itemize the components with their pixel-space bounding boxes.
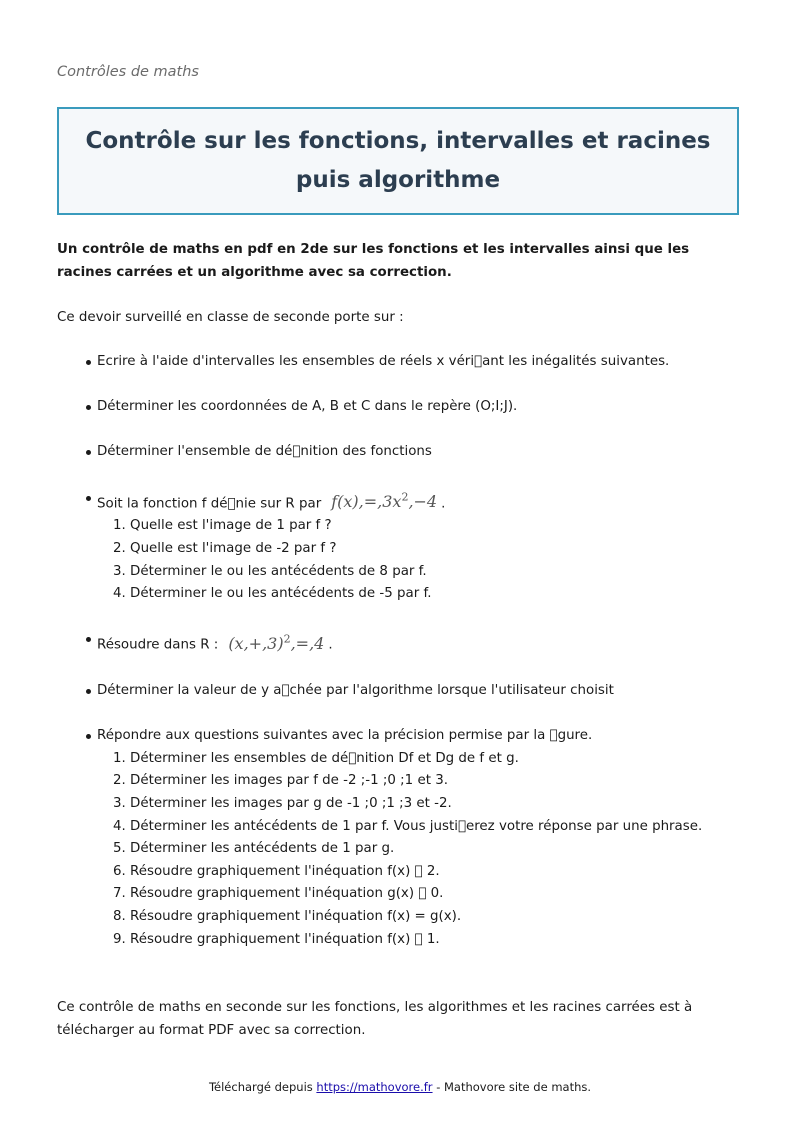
list-item-text: Déterminer la valeur de y a chée par l'algorithme lorsque l'utilisateur choisit — [97, 682, 614, 698]
category-label: Contrôles de maths — [57, 64, 199, 80]
sub-item: 4. Déterminer les antécédents de 1 par f. Vous justi erez votre réponse par une phrase. — [113, 818, 703, 834]
footer-prefix: Téléchargé depuis — [208, 1080, 317, 1094]
sub-item: 2. Déterminer les images par f de -2 ;-1 ;0 ;1 et 3. — [113, 773, 448, 789]
list-item-text: Déterminer les coordonnées de A, B et C dans le repère (O;I;J). — [97, 399, 518, 415]
math-formula-rest: ,−4 — [408, 491, 438, 511]
math-formula — [331, 492, 437, 511]
sub-item: 9. Résoudre graphiquement l'inéquation f(x)   1. — [113, 931, 440, 947]
sub-item: 7. Résoudre graphiquement l'inéquation g(x)   0. — [113, 886, 444, 902]
footer-link[interactable]: https://mathovore.fr — [316, 1080, 433, 1094]
math-exponent: 2 — [283, 632, 291, 646]
formula-period: . — [328, 637, 333, 653]
sub-item: 4. Déterminer le ou les antécédents de -5 par f. — [113, 586, 432, 602]
list-item-text: Soit la fonction f dé nie sur R par — [97, 495, 322, 511]
lead-paragraph: Ce devoir surveillé en classe de seconde porte sur : — [57, 310, 404, 325]
sub-item: 1. Déterminer les ensembles de dé nition Df et Dg de f et g. — [113, 750, 519, 766]
math-exponent: 2 — [401, 490, 409, 504]
outro-paragraph: Ce contrôle de maths en seconde sur les fonctions, les algorithmes et les racines carrées est à télécharger au format PDF avec sa correction. — [57, 1000, 693, 1038]
math-formula-base: f(x),=,3x — [331, 491, 402, 511]
sub-list — [97, 515, 783, 605]
list-item — [97, 487, 783, 606]
list-item — [97, 441, 783, 464]
footer-suffix: - Mathovore site de maths. — [432, 1080, 592, 1094]
footer — [0, 1080, 800, 1094]
intro-paragraph: Un contrôle de maths en pdf en 2de sur les fonctions et les intervalles ainsi que les racines carrées et un algorithme avec sa correction. — [57, 242, 690, 280]
math-formula-rest: ,=,4 — [290, 633, 325, 653]
list-item — [97, 680, 783, 703]
list-item-text: Ecrire à l'aide d'intervalles les ensembles de réels x véri ant les inégalités suivantes. — [97, 354, 670, 369]
list-item-text: Déterminer l'ensemble de dé nition des fonctions — [97, 444, 432, 460]
math-formula-base: (x,+,3) — [228, 633, 284, 653]
sub-item: 3. Déterminer les images par g de -1 ;0 ;1 ;3 et -2. — [113, 795, 452, 811]
formula-period: . — [441, 495, 446, 511]
sub-item: 3. Déterminer le ou les antécédents de 8 par f. — [113, 563, 427, 579]
title-box — [57, 107, 739, 215]
topics-list — [57, 351, 783, 974]
list-item — [97, 351, 783, 374]
list-item — [97, 628, 783, 657]
sub-item: 1. Quelle est l'image de 1 par f ? — [113, 518, 332, 534]
sub-list — [97, 748, 783, 951]
list-item-text: Répondre aux questions suivantes avec la précision permise par la  gure. — [97, 728, 593, 744]
list-item-text: Résoudre dans R : — [97, 637, 219, 653]
page-title: Contrôle sur les fonctions, intervalles et racines puis algorithme — [85, 128, 711, 193]
list-item — [97, 725, 783, 951]
sub-item: 8. Résoudre graphiquement l'inéquation f(x) = g(x). — [113, 908, 462, 924]
sub-item: 2. Quelle est l'image de -2 par f ? — [113, 541, 337, 557]
math-formula — [228, 634, 324, 653]
sub-item: 5. Déterminer les antécédents de 1 par g. — [113, 841, 395, 857]
list-item — [97, 396, 783, 419]
sub-item: 6. Résoudre graphiquement l'inéquation f(x)   2. — [113, 863, 440, 879]
